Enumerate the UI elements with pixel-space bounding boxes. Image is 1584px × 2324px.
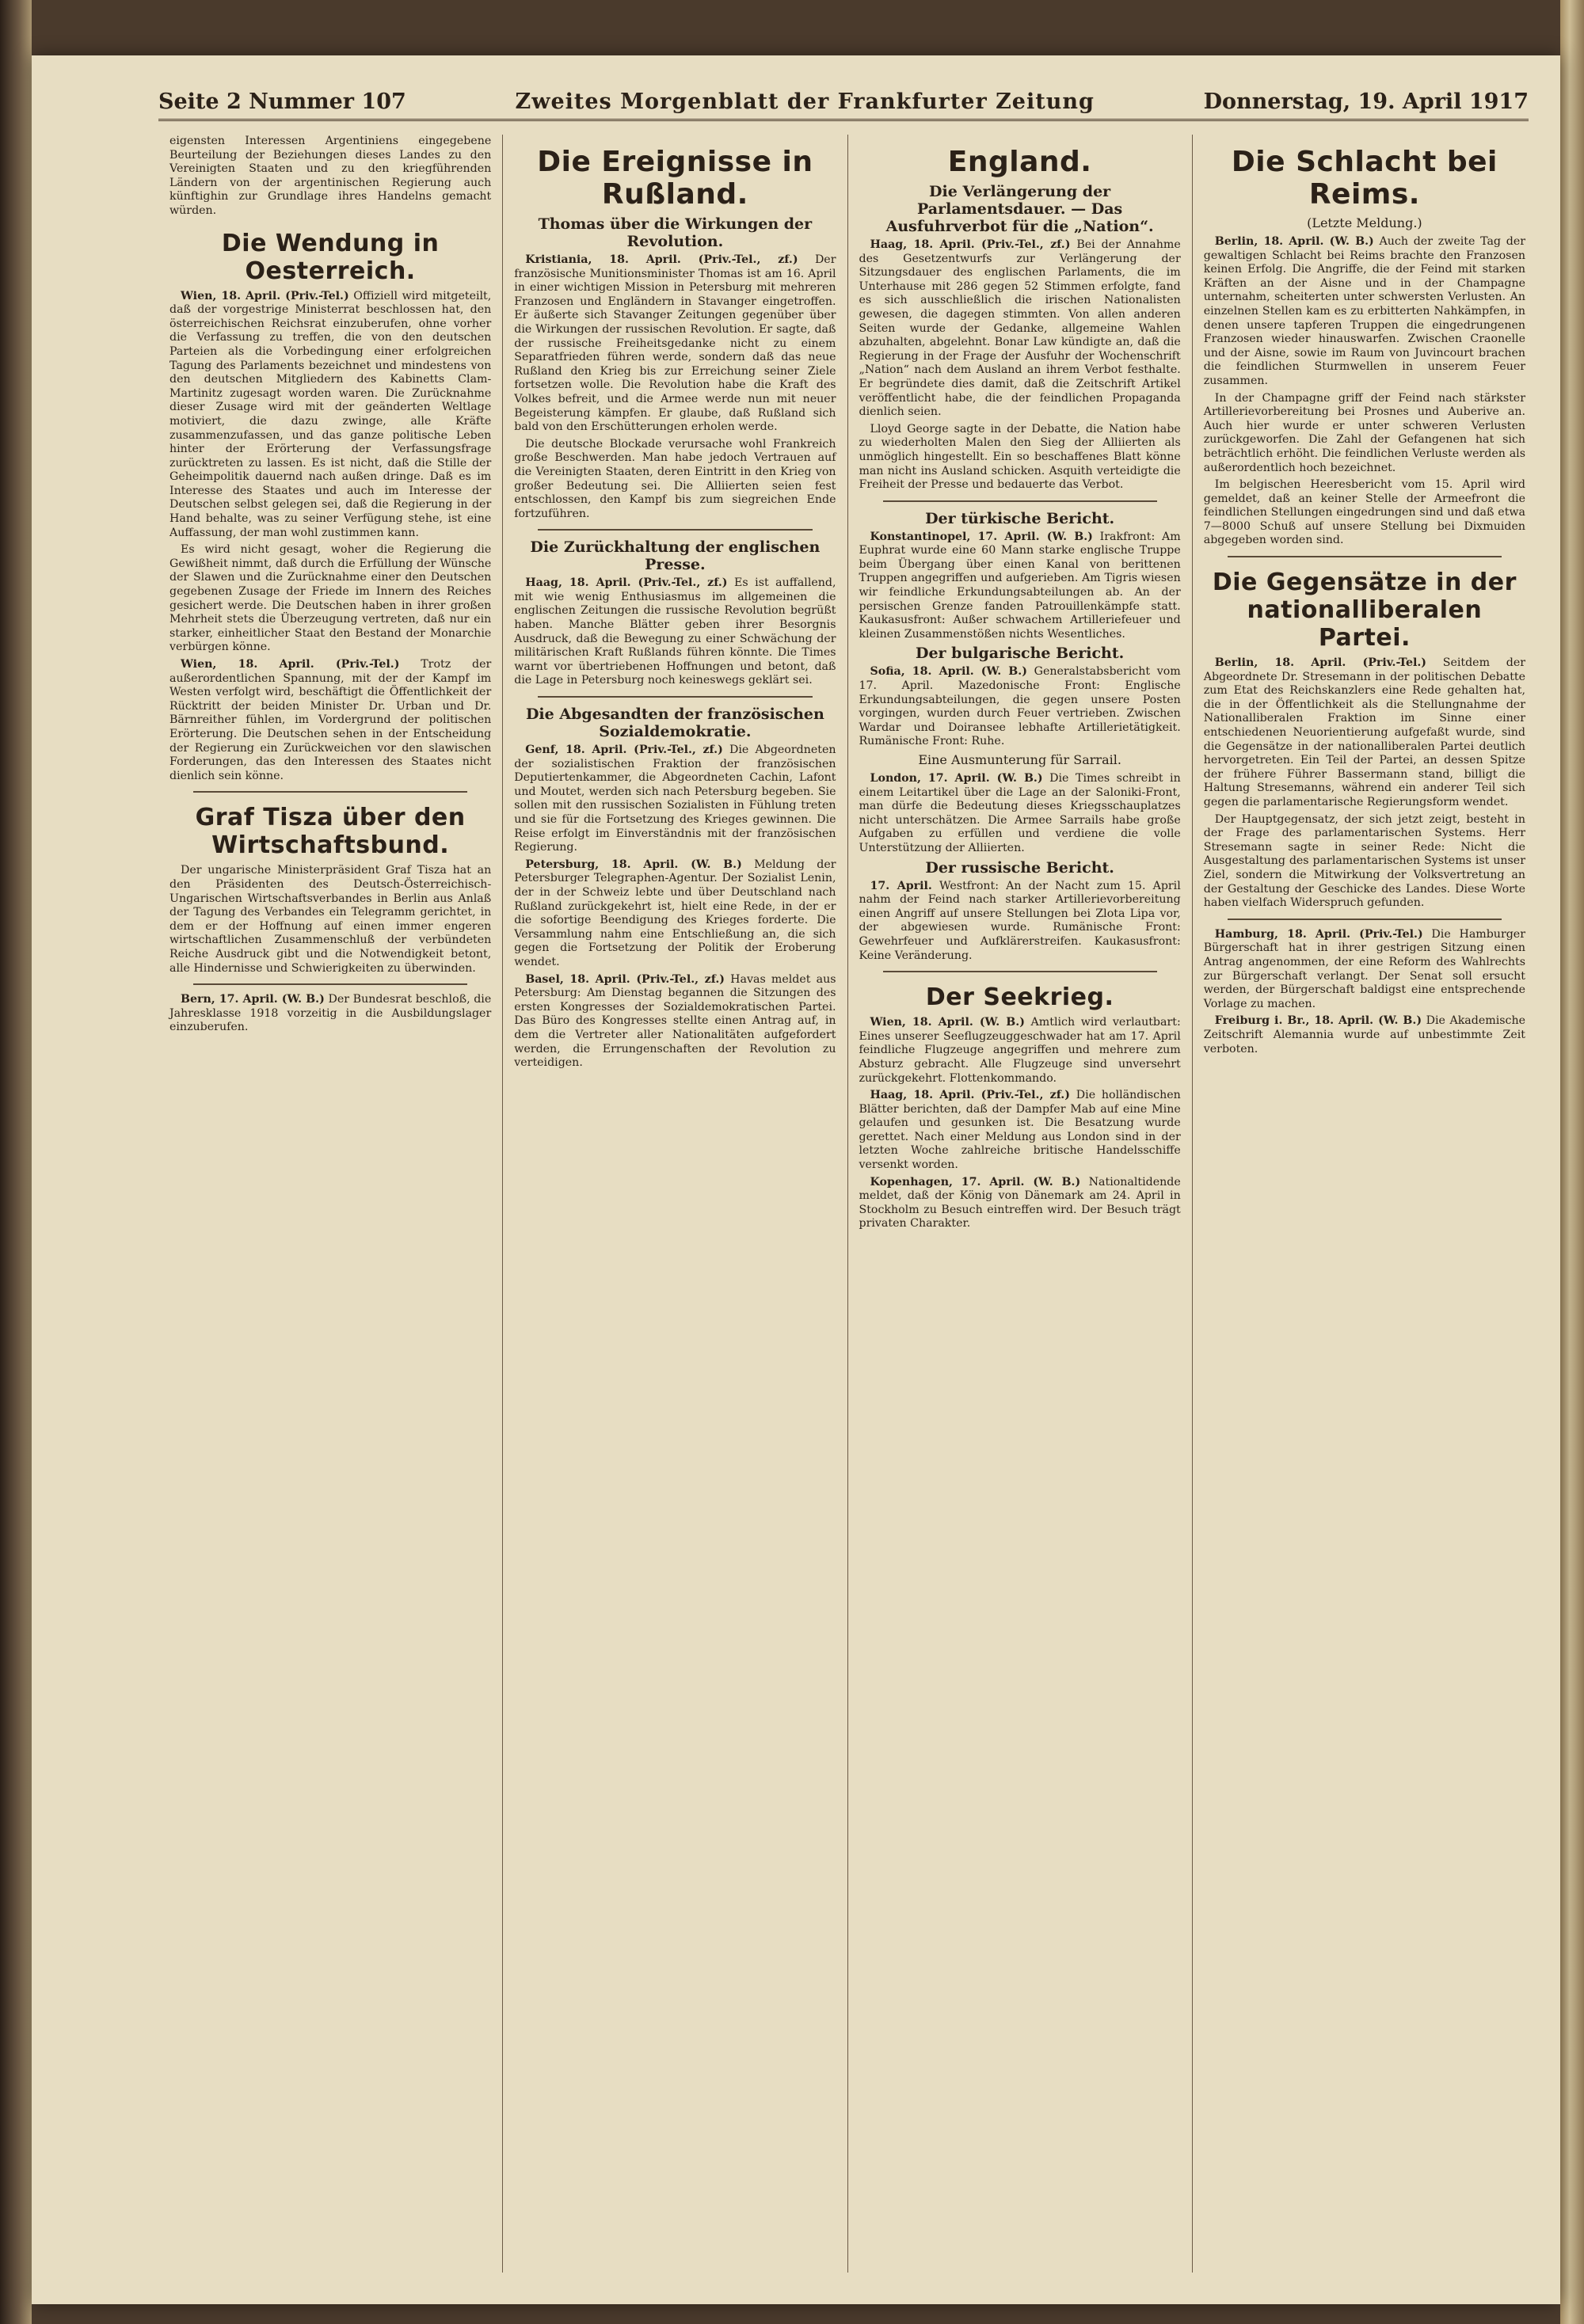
newspaper-page xyxy=(32,55,1560,2304)
columns xyxy=(158,135,1536,2273)
article-text: Havas meldet aus Petersburg: Am Dienstag begannen die Sitzungen des ersten Kongresses der Sozialdemokratischen Partei. Das Büro des Kongresses stellte einen Antrag auf, in dem die Vertreter aller Nationalitäten aufgefordert werden, die Errungenschaften der Revolution zu verteidigen. xyxy=(514,972,836,1070)
page-header xyxy=(158,78,1529,121)
headline-reims: Die Schlacht bei Reims. xyxy=(1231,146,1498,211)
subheadline-parlament: Die Verlängerung der Parlamentsdauer. — Das Ausfuhrverbot für die „Nation“. xyxy=(885,183,1154,235)
dateline: Bern, 17. April. (W. B.) xyxy=(181,993,325,1006)
dateline: Wien, 18. April. (W. B.) xyxy=(870,1016,1025,1029)
dateline: Berlin, 18. April. (W. B.) xyxy=(1214,235,1374,248)
headline-tisza: Graf Tisza über den Wirtschaftsbund. xyxy=(195,804,466,860)
dateline: Petersburg, 18. April. (W. B.) xyxy=(525,858,742,871)
page-edge xyxy=(1560,0,1584,2324)
article-text: Es ist auffallend, mit wie wenig Enthusiasmus im allgemeinen die englischen Zeitungen die russische Revolution begrüßt haben. Manche Blätter geben ihrer Besorgnis Ausdruck, daß die Bewegung zu einer Schwächung der militärischen Kraft Rußlands führen könnte. Die Times warnt vor übertriebenen Hoffnungen und betont, daß die Lage in Petersburg noch keineswegs geklärt sei. xyxy=(514,576,836,687)
dateline: Hamburg, 18. April. (Priv.-Tel.) xyxy=(1214,927,1423,941)
headline-nationalliberale: Die Gegensätze in der nationalliberalen Partei. xyxy=(1212,569,1517,652)
article-text: Lloyd George sagte in der Debatte, die Nation habe zu wiederholten Malen den Sieg der Alliierten als unmöglich hingestellt. Ein so beschaffenes Blatt könne man nicht ins Ausland schicken. Asquith verteidigte die Freiheit der Presse und bedauerte das Verbot. xyxy=(859,422,1181,492)
dateline: Haag, 18. April. (Priv.-Tel., zf.) xyxy=(525,576,728,590)
column-4 xyxy=(1193,135,1536,2273)
book-binding xyxy=(0,0,32,2324)
headline-england: England. xyxy=(947,146,1092,178)
article-text: Westfront: An der Nacht zum 15. April nahm der Feind nach starker Artillerievorbereitung einen Angriff auf unsere Stellungen bei Zlota Lipa vor, der abgewiesen wurde. Rumänische Front: Gewehrfeuer und Aufklärerstreifen. Kaukasusfront: Keine Veränderung. xyxy=(859,879,1181,962)
article-text: Der ungarische Ministerpräsident Graf Tisza hat an den Präsidenten des Deutsch-Österreichisch-Ungarischen Wirtschaftsverbandes in Berlin aus Anlaß der Tagung des Verbandes ein Telegramm gerichtet, in dem er der Hoffnung auf einen immer engeren wirtschaftlichen Zusammenschluß der verbündeten Reiche Ausdruck gibt und die Notwendigkeit betont, alle Hindernisse und Schwierigkeiten zu überwinden. xyxy=(169,864,492,975)
article-text: Seitdem der Abgeordnete Dr. Stresemann in der politischen Debatte zum Etat des Reichskanzlers eine Rede gehalten hat, die in der Öffentlichkeit als die Stellungnahme der Nationalliberalen Fraktion im Sinne einer entschiedenen Neuorientierung aufgefaßt wurde, sind die Gegensätze in der nationalliberalen Partei deutlich hervorgetreten. Ein Teil der Partei, an dessen Spitze der frühere Führer Bassermann stand, billigt die Haltung Stresemanns, während ein anderer Teil sich gegen die parlamentarische Regierungsform wendet. xyxy=(1203,656,1526,808)
column-2 xyxy=(503,135,847,2273)
article-text: Die Times schreibt in einem Leitartikel über die Lage an der Saloniki-Front, man dürfe die Bedeutung dieses Kriegsschauplatzes nicht unterschätzen. Die Armee Sarrails habe große Aufgaben zu erfüllen und verdiene die volle Unterstützung der Alliierten. xyxy=(859,772,1181,854)
page-number: Seite 2 Nummer 107 xyxy=(158,89,406,114)
article-text: Trotz der außerordentlichen Spannung, mit der der Kampf im Westen verfolgt wird, beschäftigt die Öffentlichkeit der Rücktritt der beiden Minister Dr. Urban und Dr. Bärnreither fühlen, im Vordergrund der politischen Erörterung. Die Deutschen sehen in der Entscheidung der Regierung ein Zurückweichen vor den slawischen Forderungen, das den Interessen des Staates nicht dienlich sein könne. xyxy=(169,658,492,782)
article-text: Im belgischen Heeresbericht vom 15. April wird gemeldet, daß an keiner Stelle der Armeefront die feindlichen Stellungen eingedrungen sind und daß etwa 7—8000 Schuß auf unsere Stellung bei Dixmuiden abgegeben worden sind. xyxy=(1203,478,1525,547)
article-text: Offiziell wird mitgeteilt, daß der vorgestrige Ministerrat beschlossen hat, den österreichischen Reichsrat einzuberufen, ohne vorher die Verfassung zu treffen, die von den deutschen Parteien als die Vorbedingung einer erfolgreichen Tagung des Parlaments bezeichnet und mindestens von den deutschen Mitgliedern des Kabinetts Clam-Martinitz zugesagt worden waren. Die Zurücknahme dieser Zusage wird mit der geänderten Weltlage motiviert, die dazu zwinge, alle Kräfte zusammenzufassen, und das ganze politische Leben hinter der Erörterung der Verfassungsfrage zurücktreten zu lassen. Es ist nicht, daß die Stille der Geheimpolitik dauernd nach außen dringe. Daß es im Interesse des Staates und auch im Interesse der Deutschen selbst gelegen sei, daß die Regierung in der Hand behalte, was zu seiner Verfügung stehe, ist eine Auffassung, der man wohl zustimmen kann. xyxy=(169,289,492,539)
headline-abgesandten: Die Abgesandten der französischen Sozialdemokratie. xyxy=(525,706,824,741)
dateline: Genf, 18. April. (Priv.-Tel., zf.) xyxy=(525,744,723,757)
article-text: Die holländischen Blätter berichten, daß der Dampfer Mab auf eine Mine gelaufen und gesunken ist. Die Besatzung wurde gerettet. Nach einer Meldung aus London sind in der letzten Woche zahlreiche britische Handelsschiffe versenkt worden. xyxy=(859,1089,1181,1172)
subheadline-letzte-meldung: (Letzte Meldung.) xyxy=(1307,215,1422,230)
dateline: Wien, 18. April. (Priv.-Tel.) xyxy=(181,289,349,302)
dateline: Konstantinopel, 17. April. (W. B.) xyxy=(870,530,1093,543)
divider xyxy=(538,696,812,698)
dateline: Sofia, 18. April. (W. B.) xyxy=(870,665,1027,679)
headline-oesterreich: Die Wendung in Oesterreich. xyxy=(221,229,440,285)
dateline: Basel, 18. April. (Priv.-Tel., zf.) xyxy=(525,972,725,986)
article-text: Nationaltidende meldet, daß der König von Dänemark am 24. April in Stockholm zu Besuch eintreffen wird. Der Besuch trägt privaten Charakter. xyxy=(859,1175,1181,1230)
article-text: Es wird nicht gesagt, woher die Regierung die Gewißheit nimmt, daß durch die Erfüllung der Wünsche der Slawen und die Zurücknahme einer den Deutschen gegebenen Zusage der Friede im Innern des Reiches gesichert werde. Die Deutschen haben in ihrer großen Mehrheit stets die Überzeugung vertreten, daß nur ein starker, einheitlicher Staat den Bestand der Monarchie verbürgen könne. xyxy=(169,543,492,654)
divider xyxy=(883,500,1157,502)
article-text: Die deutsche Blockade verursache wohl Frankreich große Beschwerden. Man habe jedoch Vertrauen auf die Vereinigten Staaten, deren Eintritt in den Krieg von großer Bedeutung sei. Die Alliierten seien fest entschlossen, den Kampf bis zum siegreichen Ende fortzuführen. xyxy=(514,437,836,520)
article-text: Meldung der Petersburger Telegraphen-Agentur. Der Sozialist Lenin, der in der Schweiz lebte und über Deutschland nach Rußland zurückgekehrt ist, hielt eine Rede, in der er die sofortige Beendigung des Krieges forderte. Die Versammlung nahm eine Entschließung an, die sich gegen die Fortsetzung der Politik der Eroberung wendet. xyxy=(514,858,836,968)
article-text: Amtlich wird verlautbart: Eines unserer Seeflugzeuggeschwader hat am 17. April feindliche Flugzeuge angegriffen und mehrere zum Absturz gebracht. Alle Flugzeuge sind unversehrt zurückgekehrt. Flottenkommando. xyxy=(859,1016,1181,1085)
divider xyxy=(538,529,812,531)
article-text: Auch der zweite Tag der gewaltigen Schlacht bei Reims brachte den Franzosen keinen Erfolg. Die Angriffe, die der Feind mit starken Kräften an der Aisne und in der Champagne unternahm, scheiterten unter schwersten Verlusten. An einzelnen Stellen kam es zu erbitterten Nahkämpfen, in denen unsere tapferen Truppen die eingedrungenen Franzosen wieder hinauswarfen. Zwischen Craonelle und der Aisne, sowie im Raum von Juvincourt brachen die feindlichen Sturmwellen in unserem Feuer zusammen. xyxy=(1203,235,1526,387)
headline-russisch: Der russische Bericht. xyxy=(925,858,1114,877)
article-text: Der französische Munitionsminister Thomas ist am 16. April in einer wichtigen Mission in Petersburg mit mehreren Franzosen und Engländern in Stavanger eingetroffen. Er äußerte sich Stavanger Zeitungen gegenüber über die Wirkungen der russischen Revolution. Er sagte, daß der russische Freiheitsgedanke nicht zu einem Separatfrieden führen werde, sondern daß das neue Rußland den Krieg bis zur Erreichung seiner Ziele fortsetzen wolle. Die Revolution habe die Kraft des Volkes befreit, und die Armee werde nun mit neuer Begeisterung kämpfen. Er glaube, daß Rußland sich bald von den Erschütterungen erholen werde. xyxy=(514,253,836,434)
divider xyxy=(1228,556,1502,557)
headline-tuerkisch: Der türkische Bericht. xyxy=(925,509,1115,527)
issue-date: Donnerstag, 19. April 1917 xyxy=(1203,89,1529,114)
column-3 xyxy=(848,135,1193,2273)
dateline: 17. April. xyxy=(870,879,932,892)
subheadline-thomas: Thomas über die Wirkungen der Revolution. xyxy=(538,215,813,250)
divider xyxy=(193,983,467,985)
dateline: Kristiania, 18. April. (Priv.-Tel., zf.) xyxy=(525,253,798,266)
dateline: Haag, 18. April. (Priv.-Tel., zf.) xyxy=(870,238,1071,251)
dateline: Kopenhagen, 17. April. (W. B.) xyxy=(870,1175,1081,1189)
article-text: Die Abgeordneten der sozialistischen Fraktion der französischen Deputiertenkammer, die Abgeordneten Cachin, Lafont und Moutet, werden sich nach Petersburg begeben. Sie sollen mit den russischen Sozialisten in Fühlung treten und sie für die Fortsetzung des Krieges gewinnen. Die Reise erfolgt im Einverständnis mit der französischen Regierung. xyxy=(514,744,836,854)
divider xyxy=(1228,919,1502,920)
article-text: Der Bundesrat beschloß, die Jahresklasse 1918 vorzeitig in die Ausbildungslager einzuberufen. xyxy=(169,993,492,1034)
article-text: In der Champagne griff der Feind nach stärkster Artillerievorbereitung bei Prosnes und Auberive an. Auch hier wurde er unter schweren Verlusten zurückgeworfen. Die Zahl der Gefangenen hat sich beträchtlich erhöht. Die feindlichen Verluste werden als außerordentlich hoch bezeichnet. xyxy=(1203,391,1525,474)
headline-englische-presse: Die Zurückhaltung der englischen Presse. xyxy=(530,538,821,574)
intro-text: eigensten Interessen Argentiniens eingegebene Beurteilung der Beziehungen dieses Landes zu den Vereinigten Staaten und zu den kriegführenden Ländern von der argentinischen Regierung auch künftighin zur Grundlage ihres Handelns gemacht würden. xyxy=(169,135,492,217)
article-text: Der Hauptgegensatz, der sich jetzt zeigt, besteht in der Frage des parlamentarischen Systems. Herr Stresemann sagte in seiner Rede: Nicht die Ausgestaltung des parlamentarischen Systems ist unser Ziel, sondern die Mitwirkung der Volksvertretung an der Gestaltung der Geschicke des Landes. Diese Worte haben vielfach Widerspruch gefunden. xyxy=(1203,812,1525,910)
masthead: Zweites Morgenblatt der Frankfurter Zeitung xyxy=(515,89,1095,114)
article-text: Die Akademische Zeitschrift Alemannia wurde auf unbestimmte Zeit verboten. xyxy=(1203,1014,1525,1055)
dateline: Freiburg i. Br., 18. April. (W. B.) xyxy=(1214,1014,1422,1028)
headline-seekrieg: Der Seekrieg. xyxy=(925,983,1114,1012)
dateline: Wien, 18. April. (Priv.-Tel.) xyxy=(181,658,400,671)
subheadline-sarrail: Eine Ausmunterung für Sarrail. xyxy=(918,752,1121,767)
dateline: London, 17. April. (W. B.) xyxy=(870,772,1043,785)
dateline: Haag, 18. April. (Priv.-Tel., zf.) xyxy=(870,1089,1070,1102)
headline-russland: Die Ereignisse in Rußland. xyxy=(537,146,813,211)
article-text: Irakfront: Am Euphrat wurde eine 60 Mann starke englische Truppe beim Übergang über einen Kanal von berittenen Truppen angegriffen und aufgerieben. Am Tigris wiesen wir feindliche Erkundungsabteilungen ab. An der persischen Grenze fanden Patrouillenkämpfe statt. Kaukasusfront: Außer schwachem Artilleriefeuer und kleinen Zusammenstößen nichts Wesentliches. xyxy=(859,530,1181,641)
divider xyxy=(193,791,467,793)
article-text: Bei der Annahme des Gesetzentwurfs zur Verlängerung der Sitzungsdauer des englischen Parlaments, die im Unterhause mit 286 gegen 52 Stimmen erfolgte, fand es sich ausschließlich die irischen Nationalisten gewesen, die dagegen stimmten. Von allen anderen Seiten wurde der Gedanke, allgemeine Wahlen abzuhalten, abgelehnt. Bonar Law kündigte an, daß die Regierung in der Frage der Ausfuhr der Wochenschrift „Nation“ nach dem Ausland an ihrem Verbot festhalte. Er begründete dies damit, daß die Zeitschrift Artikel veröffentlicht habe, die der feindlichen Propaganda dienlich seien. xyxy=(859,238,1181,419)
column-1 xyxy=(158,135,503,2273)
divider xyxy=(883,971,1157,972)
headline-bulgarisch: Der bulgarische Bericht. xyxy=(915,645,1125,663)
article-text: Generalstabsbericht vom 17. April. Mazedonische Front: Englische Erkundungsabteilungen, die gegen unsere Posten vorgingen, wurden durch Feuer vertrieben. Zwischen Wardar und Doiransee lebhafte Artillerietätigkeit. Rumänische Front: Ruhe. xyxy=(859,665,1181,748)
article-text: Die Hamburger Bürgerschaft hat in ihrer gestrigen Sitzung einen Antrag angenommen, der eine Reform des Wahlrechts zur Bürgerschaft verlangt. Der Senat soll ersucht werden, der Bürgerschaft baldigst eine entsprechende Vorlage zu machen. xyxy=(1203,927,1525,1010)
dateline: Berlin, 18. April. (Priv.-Tel.) xyxy=(1214,656,1427,670)
